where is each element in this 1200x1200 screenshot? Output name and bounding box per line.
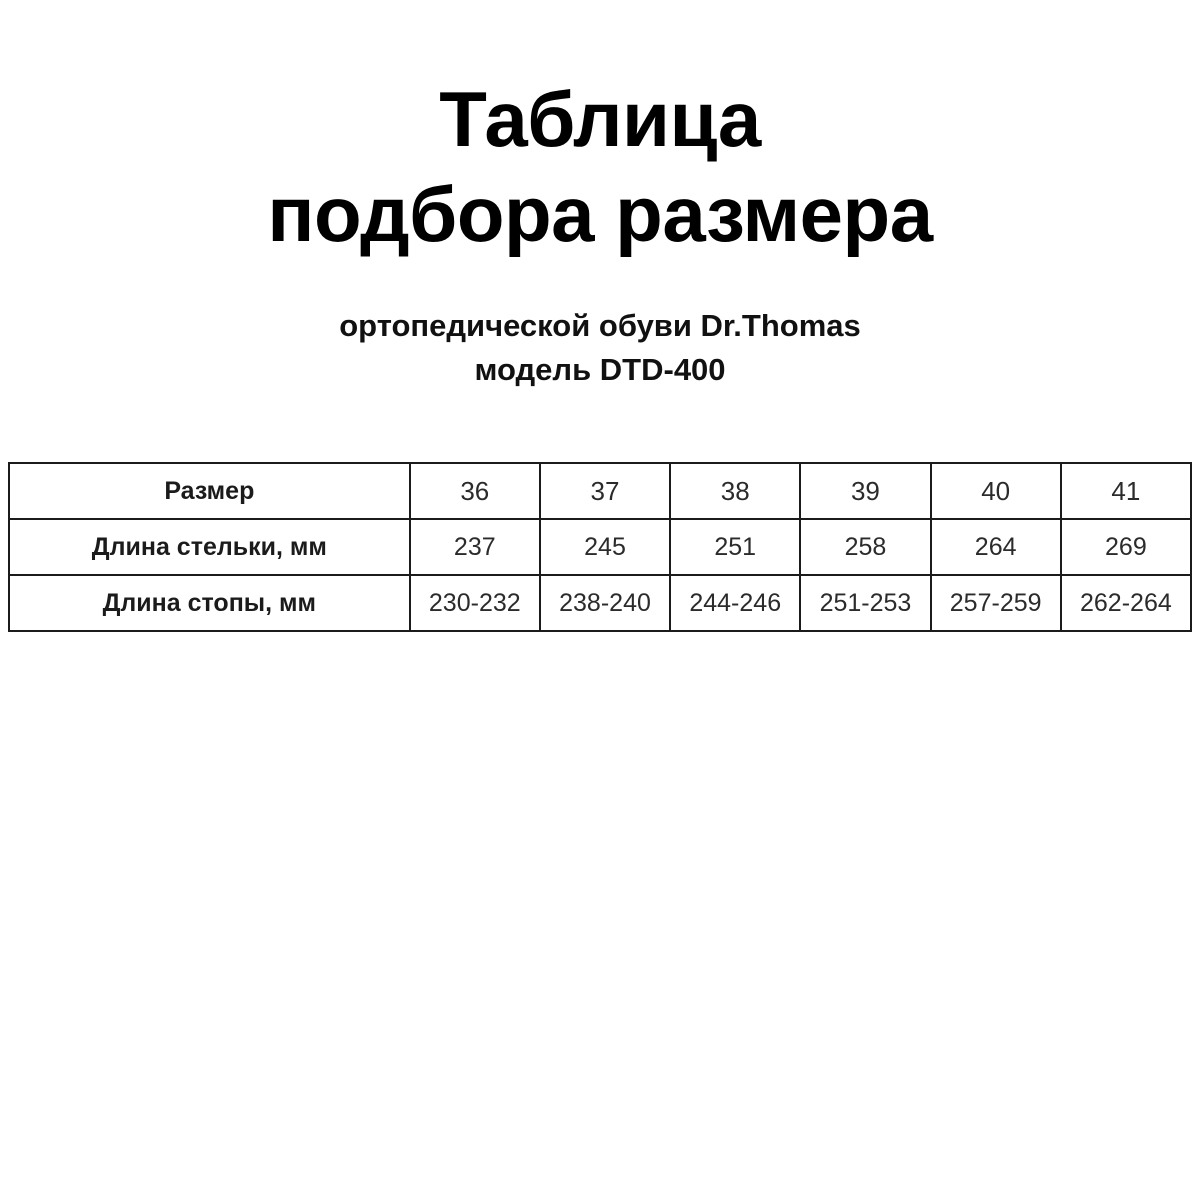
insole-length-36: 237	[410, 519, 540, 575]
page-title-line-1: Таблица	[439, 75, 761, 163]
table-row	[9, 463, 1191, 519]
row-header-insole-length: Длина стельки, мм	[9, 519, 410, 575]
row-header-size: Размер	[9, 463, 410, 519]
size-value-36: 36	[410, 463, 540, 519]
size-value-40: 40	[931, 463, 1061, 519]
foot-length-41: 262-264	[1061, 575, 1191, 631]
size-value-37: 37	[540, 463, 670, 519]
foot-length-36: 230-232	[410, 575, 540, 631]
size-value-39: 39	[800, 463, 930, 519]
insole-length-41: 269	[1061, 519, 1191, 575]
page-subtitle	[0, 304, 1200, 392]
page-title	[0, 0, 1200, 262]
insole-length-40: 264	[931, 519, 1061, 575]
insole-length-39: 258	[800, 519, 930, 575]
foot-length-38: 244-246	[670, 575, 800, 631]
foot-length-37: 238-240	[540, 575, 670, 631]
page-title-line-2: подбора размера	[267, 170, 933, 259]
foot-length-40: 257-259	[931, 575, 1061, 631]
size-table-container	[0, 462, 1200, 632]
insole-length-38: 251	[670, 519, 800, 575]
foot-length-39: 251-253	[800, 575, 930, 631]
page-subtitle-line-1: ортопедической обуви Dr.Thomas	[339, 308, 861, 344]
row-header-foot-length: Длина стопы, мм	[9, 575, 410, 631]
insole-length-37: 245	[540, 519, 670, 575]
page-subtitle-line-2: модель DTD-400	[474, 352, 726, 388]
size-table	[8, 462, 1192, 632]
table-row	[9, 519, 1191, 575]
table-row	[9, 575, 1191, 631]
size-value-41: 41	[1061, 463, 1191, 519]
size-value-38: 38	[670, 463, 800, 519]
